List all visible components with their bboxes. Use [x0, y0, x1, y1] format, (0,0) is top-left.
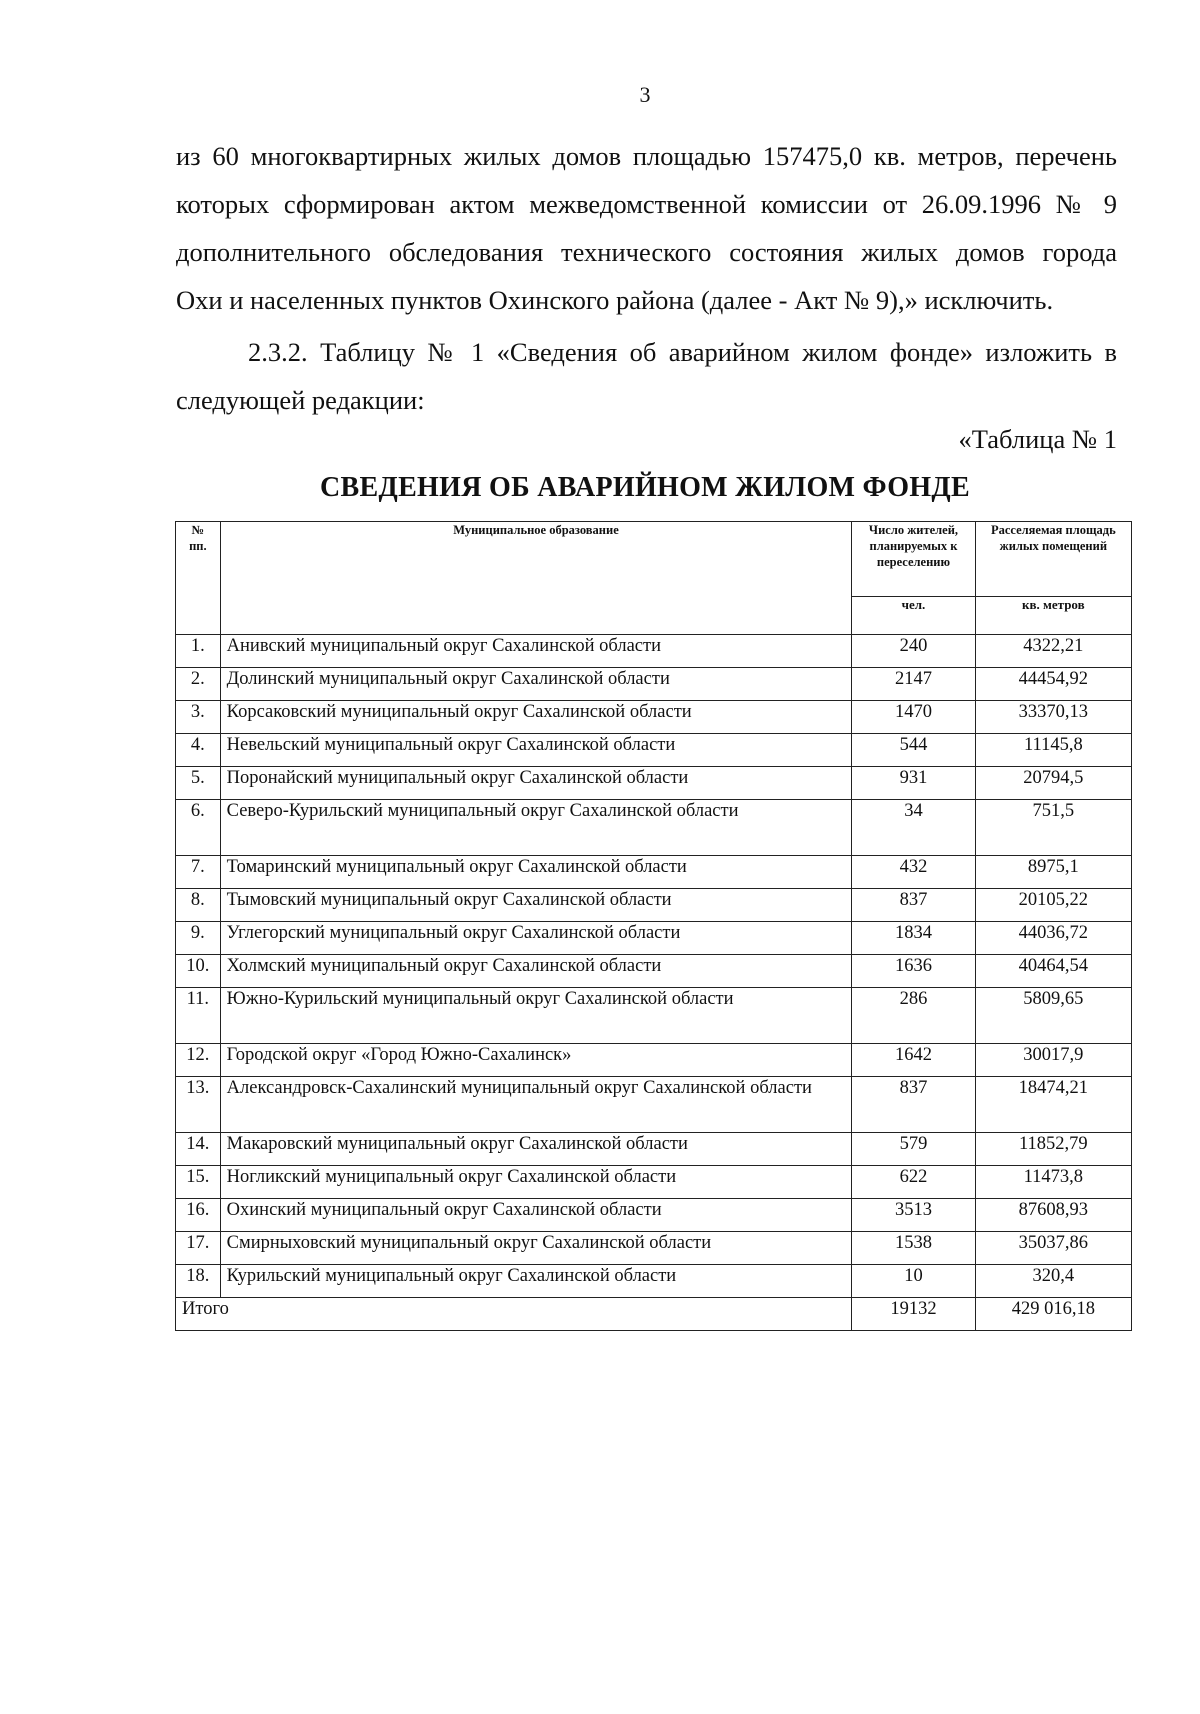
- row-area: 11473,8: [975, 1166, 1131, 1199]
- table-row: [176, 635, 1132, 668]
- row-area: 87608,93: [975, 1199, 1131, 1232]
- header-num: № пп.: [176, 522, 221, 635]
- row-number: 16.: [176, 1199, 221, 1232]
- row-area: 44454,92: [975, 668, 1131, 701]
- row-number: 2.: [176, 668, 221, 701]
- table-row: [176, 988, 1132, 1044]
- table-row: [176, 1044, 1132, 1077]
- row-area: 4322,21: [975, 635, 1131, 668]
- row-population: 579: [852, 1133, 975, 1166]
- header-municipality: Муниципальное образование: [220, 522, 852, 635]
- row-municipality: Александровск-Сахалинский муниципальный округ Сахалинской области: [220, 1077, 852, 1133]
- row-population: 1470: [852, 701, 975, 734]
- row-number: 18.: [176, 1265, 221, 1298]
- table-row: [176, 856, 1132, 889]
- table-row: [176, 1199, 1132, 1232]
- row-number: 13.: [176, 1077, 221, 1133]
- row-municipality: Тымовский муниципальный округ Сахалинской области: [220, 889, 852, 922]
- row-population: 837: [852, 889, 975, 922]
- row-area: 11145,8: [975, 734, 1131, 767]
- row-municipality: Северо-Курильский муниципальный округ Сахалинской области: [220, 800, 852, 856]
- row-population: 286: [852, 988, 975, 1044]
- row-number: 17.: [176, 1232, 221, 1265]
- row-population: 931: [852, 767, 975, 800]
- row-area: 751,5: [975, 800, 1131, 856]
- table-row: [176, 800, 1132, 856]
- row-number: 7.: [176, 856, 221, 889]
- table-row: [176, 955, 1132, 988]
- row-area: 18474,21: [975, 1077, 1131, 1133]
- row-municipality: Анивский муниципальный округ Сахалинской области: [220, 635, 852, 668]
- row-population: 2147: [852, 668, 975, 701]
- row-municipality: Охинский муниципальный округ Сахалинской области: [220, 1199, 852, 1232]
- unit-area: кв. метров: [975, 597, 1131, 635]
- paragraph-1-line-2: которых сформирован актом межведомственной комиссии от 26.09.1996 № 9: [176, 189, 1117, 219]
- paragraph-2-line-1: 2.3.2. Таблицу № 1 «Сведения об аварийном жилом фонде» изложить в: [248, 337, 1117, 367]
- row-municipality: Ногликский муниципальный округ Сахалинской области: [220, 1166, 852, 1199]
- table-row: [176, 668, 1132, 701]
- row-number: 1.: [176, 635, 221, 668]
- row-area: 320,4: [975, 1265, 1131, 1298]
- row-population: 1834: [852, 922, 975, 955]
- row-area: 8975,1: [975, 856, 1131, 889]
- paragraph-2: [176, 328, 1117, 424]
- row-number: 14.: [176, 1133, 221, 1166]
- table-row: [176, 922, 1132, 955]
- row-municipality: Курильский муниципальный округ Сахалинской области: [220, 1265, 852, 1298]
- row-number: 3.: [176, 701, 221, 734]
- row-municipality: Холмский муниципальный округ Сахалинской области: [220, 955, 852, 988]
- row-population: 837: [852, 1077, 975, 1133]
- row-number: 12.: [176, 1044, 221, 1077]
- row-municipality: Поронайский муниципальный округ Сахалинской области: [220, 767, 852, 800]
- row-population: 1642: [852, 1044, 975, 1077]
- row-population: 10: [852, 1265, 975, 1298]
- row-population: 240: [852, 635, 975, 668]
- row-area: 33370,13: [975, 701, 1131, 734]
- row-population: 432: [852, 856, 975, 889]
- row-municipality: Невельский муниципальный округ Сахалинской области: [220, 734, 852, 767]
- page-number: 3: [639, 82, 651, 107]
- row-population: 34: [852, 800, 975, 856]
- row-municipality: Смирныховский муниципальный округ Сахалинской области: [220, 1232, 852, 1265]
- row-number: 8.: [176, 889, 221, 922]
- row-number: 11.: [176, 988, 221, 1044]
- row-area: 20794,5: [975, 767, 1131, 800]
- table-row: [176, 1133, 1132, 1166]
- table-row: [176, 1265, 1132, 1298]
- table-row: [176, 1077, 1132, 1133]
- row-population: 3513: [852, 1199, 975, 1232]
- total-label: Итого: [176, 1298, 852, 1331]
- row-number: 5.: [176, 767, 221, 800]
- row-population: 622: [852, 1166, 975, 1199]
- row-number: 15.: [176, 1166, 221, 1199]
- row-population: 544: [852, 734, 975, 767]
- table-row: [176, 889, 1132, 922]
- table-header-row: [176, 522, 1132, 597]
- header-area: Расселяемая площадь жилых помещений: [975, 522, 1131, 597]
- row-municipality: Городской округ «Город Южно-Сахалинск»: [220, 1044, 852, 1077]
- total-population: 19132: [852, 1298, 975, 1331]
- table-title: СВЕДЕНИЯ ОБ АВАРИЙНОМ ЖИЛОМ ФОНДЕ: [320, 472, 970, 503]
- paragraph-2-line-2: следующей редакции:: [176, 385, 425, 415]
- row-municipality: Долинский муниципальный округ Сахалинской области: [220, 668, 852, 701]
- row-municipality: Макаровский муниципальный округ Сахалинской области: [220, 1133, 852, 1166]
- table-row: [176, 1166, 1132, 1199]
- row-area: 44036,72: [975, 922, 1131, 955]
- paragraph-1-line-3: дополнительного обследования технического состояния жилых домов города: [176, 237, 1117, 267]
- row-number: 10.: [176, 955, 221, 988]
- row-area: 35037,86: [975, 1232, 1131, 1265]
- table-row: [176, 701, 1132, 734]
- row-municipality: Углегорский муниципальный округ Сахалинской области: [220, 922, 852, 955]
- table-row: [176, 734, 1132, 767]
- table-row: [176, 767, 1132, 800]
- row-area: 20105,22: [975, 889, 1131, 922]
- header-population: Число жителей, планируемых к переселению: [852, 522, 975, 597]
- row-area: 11852,79: [975, 1133, 1131, 1166]
- row-municipality: Южно-Курильский муниципальный округ Сахалинской области: [220, 988, 852, 1044]
- row-municipality: Томаринский муниципальный округ Сахалинской области: [220, 856, 852, 889]
- row-population: 1636: [852, 955, 975, 988]
- row-area: 40464,54: [975, 955, 1131, 988]
- table-caption: «Таблица № 1: [958, 424, 1117, 454]
- row-population: 1538: [852, 1232, 975, 1265]
- table-row: [176, 1232, 1132, 1265]
- row-number: 6.: [176, 800, 221, 856]
- row-municipality: Корсаковский муниципальный округ Сахалинской области: [220, 701, 852, 734]
- row-number: 4.: [176, 734, 221, 767]
- paragraph-1-line-4: Охи и населенных пунктов Охинского района (далее - Акт № 9),» исключить.: [176, 285, 1054, 315]
- total-area: 429 016,18: [975, 1298, 1131, 1331]
- emergency-housing-table: [175, 521, 1132, 1331]
- paragraph-1: [176, 132, 1117, 324]
- row-area: 5809,65: [975, 988, 1131, 1044]
- row-number: 9.: [176, 922, 221, 955]
- paragraph-1-line-1: из 60 многоквартирных жилых домов площадью 157475,0 кв. метров, перечень: [176, 141, 1117, 171]
- row-area: 30017,9: [975, 1044, 1131, 1077]
- total-row: [176, 1298, 1132, 1331]
- unit-population: чел.: [852, 597, 975, 635]
